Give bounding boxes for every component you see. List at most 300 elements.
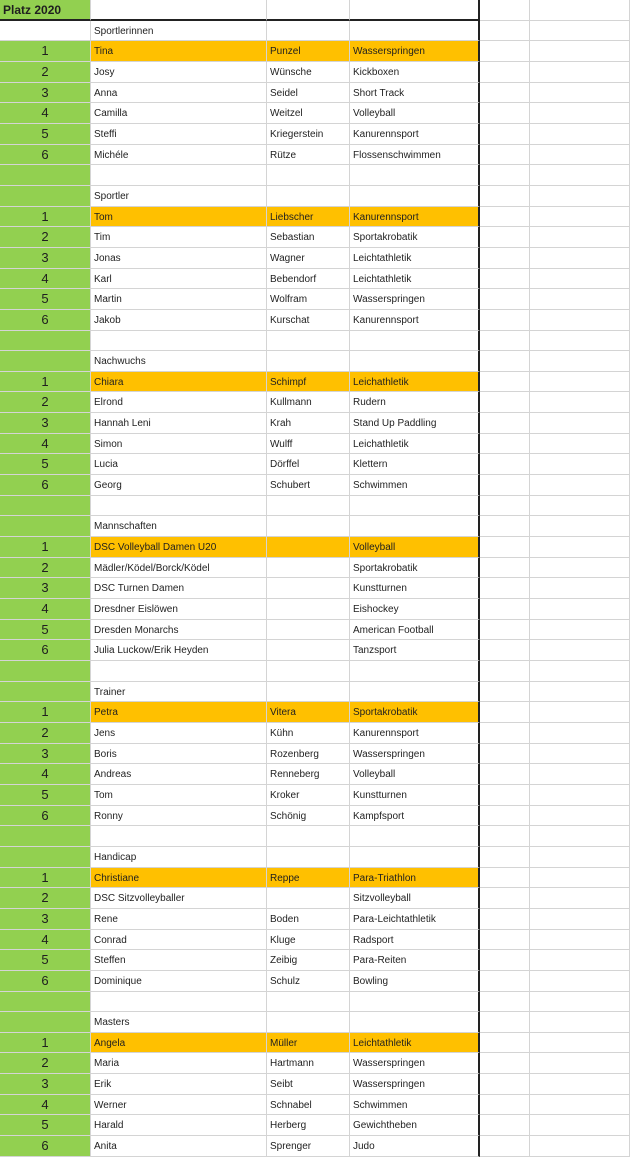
cell[interactable]	[480, 620, 530, 641]
sport-cell[interactable]: Volleyball	[350, 537, 480, 558]
cell[interactable]	[267, 21, 350, 42]
cell[interactable]	[530, 599, 630, 620]
cell[interactable]	[480, 289, 530, 310]
rank-cell[interactable]: 4	[0, 269, 91, 290]
cell[interactable]	[530, 62, 630, 83]
rank-cell[interactable]: 4	[0, 1095, 91, 1116]
cell[interactable]	[350, 826, 480, 847]
section-title[interactable]: Nachwuchs	[91, 351, 267, 372]
cell[interactable]	[91, 661, 267, 682]
last-name-cell[interactable]: Sebastian	[267, 227, 350, 248]
first-name-cell[interactable]: Boris	[91, 744, 267, 765]
cell[interactable]	[530, 516, 630, 537]
rank-cell[interactable]: 2	[0, 558, 91, 579]
cell[interactable]	[350, 331, 480, 352]
first-name-cell[interactable]: Hannah Leni	[91, 413, 267, 434]
cell[interactable]	[530, 723, 630, 744]
cell[interactable]	[267, 0, 350, 21]
sport-cell[interactable]: Kanurennsport	[350, 124, 480, 145]
cell[interactable]	[480, 516, 530, 537]
rank-cell[interactable]: 2	[0, 62, 91, 83]
sport-cell[interactable]: Gewichtheben	[350, 1115, 480, 1136]
cell[interactable]	[530, 909, 630, 930]
sport-cell[interactable]: Wasserspringen	[350, 1053, 480, 1074]
cell[interactable]	[267, 1012, 350, 1033]
cell[interactable]	[480, 1012, 530, 1033]
last-name-cell[interactable]: Schubert	[267, 475, 350, 496]
cell[interactable]	[480, 83, 530, 104]
sport-cell[interactable]: Schwimmen	[350, 1095, 480, 1116]
sport-cell[interactable]: Kanurennsport	[350, 310, 480, 331]
cell[interactable]	[267, 496, 350, 517]
cell[interactable]	[350, 661, 480, 682]
cell[interactable]	[480, 248, 530, 269]
first-name-cell[interactable]: Dresden Monarchs	[91, 620, 267, 641]
cell[interactable]	[530, 950, 630, 971]
last-name-cell[interactable]	[267, 578, 350, 599]
first-name-cell[interactable]: Tom	[91, 207, 267, 228]
section-title[interactable]: Handicap	[91, 847, 267, 868]
sport-cell[interactable]: Leichathletik	[350, 372, 480, 393]
sport-cell[interactable]: Volleyball	[350, 764, 480, 785]
rank-cell[interactable]: 6	[0, 806, 91, 827]
rank-cell[interactable]: 3	[0, 909, 91, 930]
cell[interactable]	[480, 723, 530, 744]
rank-cell[interactable]: 2	[0, 227, 91, 248]
cell[interactable]	[480, 1115, 530, 1136]
first-name-cell[interactable]: Tina	[91, 41, 267, 62]
first-name-cell[interactable]: Camilla	[91, 103, 267, 124]
sport-cell[interactable]: Sportakrobatik	[350, 227, 480, 248]
cell[interactable]	[267, 351, 350, 372]
cell[interactable]	[530, 806, 630, 827]
last-name-cell[interactable]	[267, 599, 350, 620]
cell[interactable]	[267, 847, 350, 868]
rank-cell[interactable]: 3	[0, 744, 91, 765]
cell[interactable]	[480, 475, 530, 496]
last-name-cell[interactable]: Kurschat	[267, 310, 350, 331]
rank-cell[interactable]: 3	[0, 413, 91, 434]
cell[interactable]	[0, 1012, 91, 1033]
cell[interactable]	[530, 1095, 630, 1116]
first-name-cell[interactable]: Rene	[91, 909, 267, 930]
first-name-cell[interactable]: Dresdner Eislöwen	[91, 599, 267, 620]
cell[interactable]	[530, 826, 630, 847]
cell[interactable]	[530, 744, 630, 765]
cell[interactable]	[350, 0, 480, 21]
sheet-title-cell[interactable]: Platz 2020	[0, 0, 91, 21]
cell[interactable]	[480, 413, 530, 434]
first-name-cell[interactable]: Harald	[91, 1115, 267, 1136]
rank-cell[interactable]: 4	[0, 434, 91, 455]
cell[interactable]	[0, 682, 91, 703]
cell[interactable]	[530, 289, 630, 310]
cell[interactable]	[530, 620, 630, 641]
cell[interactable]	[91, 992, 267, 1013]
first-name-cell[interactable]: Julia Luckow/Erik Heyden	[91, 640, 267, 661]
cell[interactable]	[267, 682, 350, 703]
rank-cell[interactable]: 2	[0, 723, 91, 744]
rank-cell[interactable]: 1	[0, 868, 91, 889]
last-name-cell[interactable]: Wulff	[267, 434, 350, 455]
last-name-cell[interactable]: Zeibig	[267, 950, 350, 971]
last-name-cell[interactable]: Kriegerstein	[267, 124, 350, 145]
cell[interactable]	[480, 1033, 530, 1054]
section-title[interactable]: Trainer	[91, 682, 267, 703]
cell[interactable]	[267, 661, 350, 682]
cell[interactable]	[480, 186, 530, 207]
last-name-cell[interactable]: Renneberg	[267, 764, 350, 785]
cell[interactable]	[350, 847, 480, 868]
first-name-cell[interactable]: Jonas	[91, 248, 267, 269]
first-name-cell[interactable]: Erik	[91, 1074, 267, 1095]
sport-cell[interactable]: Leichtathletik	[350, 248, 480, 269]
first-name-cell[interactable]: DSC Volleyball Damen U20	[91, 537, 267, 558]
cell[interactable]	[480, 1136, 530, 1157]
cell[interactable]	[530, 331, 630, 352]
cell[interactable]	[530, 661, 630, 682]
rank-cell[interactable]: 4	[0, 930, 91, 951]
cell[interactable]	[480, 1074, 530, 1095]
rank-cell[interactable]: 6	[0, 640, 91, 661]
first-name-cell[interactable]: Steffi	[91, 124, 267, 145]
last-name-cell[interactable]: Dörffel	[267, 454, 350, 475]
sport-cell[interactable]: Kickboxen	[350, 62, 480, 83]
first-name-cell[interactable]: Mädler/Ködel/Borck/Ködel	[91, 558, 267, 579]
first-name-cell[interactable]: Steffen	[91, 950, 267, 971]
rank-cell[interactable]: 1	[0, 702, 91, 723]
cell[interactable]	[480, 1095, 530, 1116]
cell[interactable]	[480, 145, 530, 166]
last-name-cell[interactable]: Krah	[267, 413, 350, 434]
cell[interactable]	[480, 661, 530, 682]
cell[interactable]	[480, 21, 530, 42]
cell[interactable]	[350, 682, 480, 703]
rank-cell[interactable]: 3	[0, 578, 91, 599]
last-name-cell[interactable]: Vitera	[267, 702, 350, 723]
first-name-cell[interactable]: Georg	[91, 475, 267, 496]
first-name-cell[interactable]: Angela	[91, 1033, 267, 1054]
cell[interactable]	[0, 165, 91, 186]
cell[interactable]	[530, 992, 630, 1013]
cell[interactable]	[480, 826, 530, 847]
cell[interactable]	[530, 847, 630, 868]
cell[interactable]	[530, 640, 630, 661]
first-name-cell[interactable]: Werner	[91, 1095, 267, 1116]
sport-cell[interactable]: Leichtathletik	[350, 1033, 480, 1054]
sport-cell[interactable]: Rudern	[350, 392, 480, 413]
rank-cell[interactable]: 1	[0, 207, 91, 228]
sport-cell[interactable]: Volleyball	[350, 103, 480, 124]
rank-cell[interactable]: 4	[0, 764, 91, 785]
last-name-cell[interactable]: Schulz	[267, 971, 350, 992]
cell[interactable]	[350, 1012, 480, 1033]
cell[interactable]	[530, 1033, 630, 1054]
rank-cell[interactable]: 6	[0, 310, 91, 331]
last-name-cell[interactable]: Schimpf	[267, 372, 350, 393]
cell[interactable]	[91, 826, 267, 847]
rank-cell[interactable]: 1	[0, 1033, 91, 1054]
sport-cell[interactable]: Sitzvolleyball	[350, 888, 480, 909]
cell[interactable]	[530, 165, 630, 186]
cell[interactable]	[350, 186, 480, 207]
cell[interactable]	[0, 331, 91, 352]
cell[interactable]	[530, 1115, 630, 1136]
sport-cell[interactable]: Leichathletik	[350, 434, 480, 455]
last-name-cell[interactable]: Wolfram	[267, 289, 350, 310]
rank-cell[interactable]: 6	[0, 145, 91, 166]
first-name-cell[interactable]: Jens	[91, 723, 267, 744]
last-name-cell[interactable]: Herberg	[267, 1115, 350, 1136]
cell[interactable]	[267, 826, 350, 847]
cell[interactable]	[480, 351, 530, 372]
cell[interactable]	[350, 351, 480, 372]
rank-cell[interactable]: 6	[0, 475, 91, 496]
rank-cell[interactable]: 5	[0, 454, 91, 475]
sport-cell[interactable]: Kanurennsport	[350, 723, 480, 744]
cell[interactable]	[480, 537, 530, 558]
cell[interactable]	[480, 682, 530, 703]
cell[interactable]	[480, 1053, 530, 1074]
sport-cell[interactable]: Kunstturnen	[350, 785, 480, 806]
cell[interactable]	[350, 516, 480, 537]
cell[interactable]	[480, 640, 530, 661]
cell[interactable]	[530, 372, 630, 393]
cell[interactable]	[480, 806, 530, 827]
last-name-cell[interactable]: Schönig	[267, 806, 350, 827]
first-name-cell[interactable]: Conrad	[91, 930, 267, 951]
cell[interactable]	[480, 0, 530, 21]
last-name-cell[interactable]: Rozenberg	[267, 744, 350, 765]
cell[interactable]	[267, 331, 350, 352]
section-title[interactable]: Mannschaften	[91, 516, 267, 537]
last-name-cell[interactable]: Sprenger	[267, 1136, 350, 1157]
cell[interactable]	[530, 41, 630, 62]
cell[interactable]	[0, 516, 91, 537]
section-title[interactable]: Sportlerinnen	[91, 21, 267, 42]
last-name-cell[interactable]	[267, 640, 350, 661]
last-name-cell[interactable]: Kroker	[267, 785, 350, 806]
cell[interactable]	[530, 186, 630, 207]
last-name-cell[interactable]: Kluge	[267, 930, 350, 951]
cell[interactable]	[267, 186, 350, 207]
sport-cell[interactable]: Stand Up Paddling	[350, 413, 480, 434]
last-name-cell[interactable]: Wagner	[267, 248, 350, 269]
cell[interactable]	[530, 868, 630, 889]
sport-cell[interactable]: Schwimmen	[350, 475, 480, 496]
last-name-cell[interactable]: Punzel	[267, 41, 350, 62]
last-name-cell[interactable]	[267, 558, 350, 579]
sport-cell[interactable]: Wasserspringen	[350, 1074, 480, 1095]
cell[interactable]	[480, 909, 530, 930]
first-name-cell[interactable]: Michéle	[91, 145, 267, 166]
cell[interactable]	[530, 682, 630, 703]
last-name-cell[interactable]: Liebscher	[267, 207, 350, 228]
cell[interactable]	[530, 496, 630, 517]
last-name-cell[interactable]: Boden	[267, 909, 350, 930]
cell[interactable]	[530, 392, 630, 413]
last-name-cell[interactable]: Bebendorf	[267, 269, 350, 290]
cell[interactable]	[480, 971, 530, 992]
first-name-cell[interactable]: Lucia	[91, 454, 267, 475]
sport-cell[interactable]: Kampfsport	[350, 806, 480, 827]
rank-cell[interactable]: 1	[0, 537, 91, 558]
cell[interactable]	[530, 971, 630, 992]
sport-cell[interactable]: Wasserspringen	[350, 289, 480, 310]
cell[interactable]	[267, 516, 350, 537]
sport-cell[interactable]: Kanurennsport	[350, 207, 480, 228]
first-name-cell[interactable]: Josy	[91, 62, 267, 83]
sport-cell[interactable]: Para-Reiten	[350, 950, 480, 971]
first-name-cell[interactable]: Anna	[91, 83, 267, 104]
cell[interactable]	[480, 454, 530, 475]
cell[interactable]	[267, 165, 350, 186]
sport-cell[interactable]: Radsport	[350, 930, 480, 951]
rank-cell[interactable]: 6	[0, 1136, 91, 1157]
first-name-cell[interactable]: Martin	[91, 289, 267, 310]
last-name-cell[interactable]	[267, 888, 350, 909]
sport-cell[interactable]: Klettern	[350, 454, 480, 475]
last-name-cell[interactable]: Wünsche	[267, 62, 350, 83]
rank-cell[interactable]: 5	[0, 785, 91, 806]
cell[interactable]	[530, 103, 630, 124]
cell[interactable]	[480, 868, 530, 889]
sport-cell[interactable]: Wasserspringen	[350, 41, 480, 62]
cell[interactable]	[530, 145, 630, 166]
rank-cell[interactable]: 2	[0, 392, 91, 413]
sport-cell[interactable]: Judo	[350, 1136, 480, 1157]
cell[interactable]	[267, 992, 350, 1013]
first-name-cell[interactable]: Tim	[91, 227, 267, 248]
last-name-cell[interactable]: Müller	[267, 1033, 350, 1054]
first-name-cell[interactable]: Jakob	[91, 310, 267, 331]
rank-cell[interactable]: 2	[0, 1053, 91, 1074]
cell[interactable]	[530, 1074, 630, 1095]
cell[interactable]	[530, 702, 630, 723]
cell[interactable]	[480, 227, 530, 248]
cell[interactable]	[530, 310, 630, 331]
first-name-cell[interactable]: Dominique	[91, 971, 267, 992]
cell[interactable]	[530, 1012, 630, 1033]
last-name-cell[interactable]: Hartmann	[267, 1053, 350, 1074]
last-name-cell[interactable]: Seidel	[267, 83, 350, 104]
cell[interactable]	[480, 165, 530, 186]
cell[interactable]	[480, 558, 530, 579]
cell[interactable]	[91, 165, 267, 186]
sport-cell[interactable]: Para-Triathlon	[350, 868, 480, 889]
sport-cell[interactable]: Kunstturnen	[350, 578, 480, 599]
cell[interactable]	[480, 124, 530, 145]
rank-cell[interactable]: 5	[0, 950, 91, 971]
cell[interactable]	[530, 227, 630, 248]
cell[interactable]	[0, 661, 91, 682]
rank-cell[interactable]: 4	[0, 103, 91, 124]
cell[interactable]	[530, 434, 630, 455]
cell[interactable]	[530, 207, 630, 228]
cell[interactable]	[91, 496, 267, 517]
last-name-cell[interactable]: Seibt	[267, 1074, 350, 1095]
cell[interactable]	[350, 496, 480, 517]
cell[interactable]	[530, 21, 630, 42]
last-name-cell[interactable]: Kullmann	[267, 392, 350, 413]
cell[interactable]	[530, 351, 630, 372]
cell[interactable]	[480, 103, 530, 124]
cell[interactable]	[530, 785, 630, 806]
cell[interactable]	[530, 0, 630, 21]
first-name-cell[interactable]: Christiane	[91, 868, 267, 889]
cell[interactable]	[480, 930, 530, 951]
first-name-cell[interactable]: Petra	[91, 702, 267, 723]
cell[interactable]	[530, 269, 630, 290]
cell[interactable]	[91, 331, 267, 352]
rank-cell[interactable]: 1	[0, 41, 91, 62]
cell[interactable]	[530, 764, 630, 785]
sport-cell[interactable]: Wasserspringen	[350, 744, 480, 765]
cell[interactable]	[91, 0, 267, 21]
sport-cell[interactable]: Sportakrobatik	[350, 702, 480, 723]
cell[interactable]	[0, 351, 91, 372]
sport-cell[interactable]: Leichtathletik	[350, 269, 480, 290]
first-name-cell[interactable]: Karl	[91, 269, 267, 290]
cell[interactable]	[350, 21, 480, 42]
rank-cell[interactable]: 5	[0, 124, 91, 145]
cell[interactable]	[480, 62, 530, 83]
cell[interactable]	[530, 1136, 630, 1157]
cell[interactable]	[480, 434, 530, 455]
last-name-cell[interactable]: Reppe	[267, 868, 350, 889]
sport-cell[interactable]: Eishockey	[350, 599, 480, 620]
section-title[interactable]: Masters	[91, 1012, 267, 1033]
cell[interactable]	[0, 826, 91, 847]
rank-cell[interactable]: 5	[0, 289, 91, 310]
first-name-cell[interactable]: DSC Turnen Damen	[91, 578, 267, 599]
cell[interactable]	[350, 992, 480, 1013]
first-name-cell[interactable]: Chiara	[91, 372, 267, 393]
cell[interactable]	[530, 1053, 630, 1074]
cell[interactable]	[480, 764, 530, 785]
rank-cell[interactable]: 3	[0, 248, 91, 269]
cell[interactable]	[480, 269, 530, 290]
rank-cell[interactable]: 3	[0, 1074, 91, 1095]
sport-cell[interactable]: Tanzsport	[350, 640, 480, 661]
first-name-cell[interactable]: Anita	[91, 1136, 267, 1157]
cell[interactable]	[480, 992, 530, 1013]
cell[interactable]	[0, 21, 91, 42]
sport-cell[interactable]: Sportakrobatik	[350, 558, 480, 579]
cell[interactable]	[480, 888, 530, 909]
cell[interactable]	[0, 186, 91, 207]
cell[interactable]	[480, 372, 530, 393]
first-name-cell[interactable]: Maria	[91, 1053, 267, 1074]
cell[interactable]	[530, 248, 630, 269]
cell[interactable]	[480, 392, 530, 413]
cell[interactable]	[480, 785, 530, 806]
last-name-cell[interactable]: Weitzel	[267, 103, 350, 124]
cell[interactable]	[480, 310, 530, 331]
rank-cell[interactable]: 4	[0, 599, 91, 620]
cell[interactable]	[530, 558, 630, 579]
first-name-cell[interactable]: Simon	[91, 434, 267, 455]
sport-cell[interactable]: Short Track	[350, 83, 480, 104]
last-name-cell[interactable]: Rütze	[267, 145, 350, 166]
sport-cell[interactable]: Bowling	[350, 971, 480, 992]
cell[interactable]	[480, 950, 530, 971]
first-name-cell[interactable]: DSC Sitzvolleyballer	[91, 888, 267, 909]
cell[interactable]	[480, 702, 530, 723]
first-name-cell[interactable]: Andreas	[91, 764, 267, 785]
cell[interactable]	[480, 331, 530, 352]
rank-cell[interactable]: 2	[0, 888, 91, 909]
